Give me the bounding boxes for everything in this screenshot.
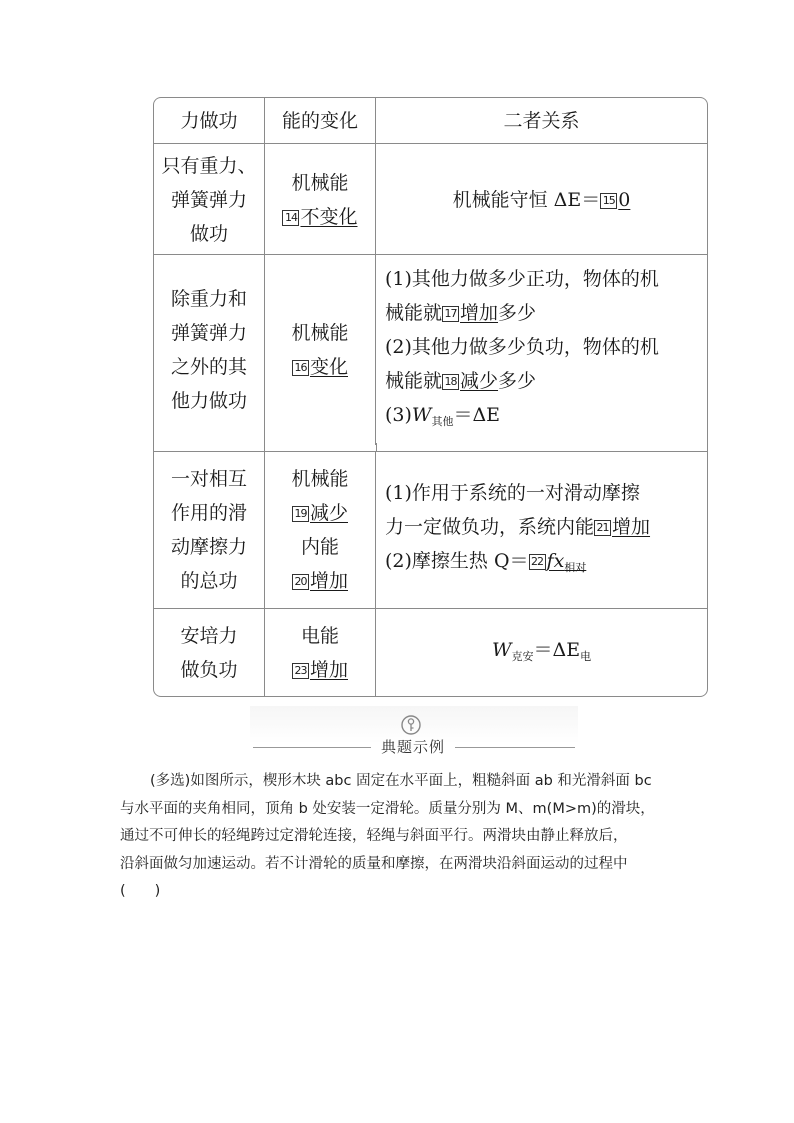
key-icon [400,714,422,736]
formula-variable: W [411,403,432,426]
answer-text: 增加 [460,301,499,324]
table-row [154,608,707,697]
header-relation: 二者关系 [503,109,580,132]
formula-subscript: 其他 [431,414,454,428]
energy-table-part-2 [153,451,708,697]
relation-text: 械能就 [385,369,443,392]
relation-text: (2)摩擦生热 Q＝ [385,549,529,572]
answer-blank [600,189,630,211]
answer-number: 20 [292,574,309,590]
formula-subscript: 克安 [511,649,534,663]
force-cell [154,452,265,608]
answer-text: 减少 [460,369,499,392]
relation-text: ＝ΔE [533,638,581,661]
problem-line: 沿斜面做匀加速运动。若不计滑轮的质量和摩擦，在两滑块沿斜面运动的过程中 [120,855,628,872]
answer-number: 19 [292,506,309,522]
problem-line: (多选)如图所示，楔形木块 abc 固定在水平面上，粗糙斜面 ab 和光滑斜面 bc [150,773,652,789]
energy-text: 电能 [300,625,339,647]
section-rule-right [455,747,575,748]
relation-cell [376,255,707,445]
energy-text: 内能 [300,536,339,558]
problem-line: ( ) [120,883,161,899]
energy-cell [265,255,376,445]
section-header [250,706,578,761]
answer-blank [282,206,357,228]
force-cell [154,144,265,255]
problem-line: 通过不可伸长的轻绳跨过定滑轮连接，轻绳与斜面平行。两滑块由静止释放后， [120,828,628,844]
formula-subscript: 相对 [564,560,587,574]
answer-blank [292,659,348,681]
formula-variable: W [491,638,512,661]
answer-number: 17 [442,306,459,322]
answer-blank [529,550,587,572]
force-text: 做负功 [180,659,238,681]
force-text: 弹簧弹力 [170,188,247,211]
force-text: 一对相互 [170,468,247,490]
relation-cell [376,452,707,608]
table-divider [707,443,708,451]
energy-table-part-1 [153,97,708,443]
answer-number: 16 [292,360,309,376]
energy-text: 机械能 [291,322,349,344]
relation-text: (3) [385,403,412,426]
answer-number: 18 [442,374,459,390]
relation-text: 机械能守恒 ΔE＝ [452,188,601,211]
energy-text: 机械能 [291,171,349,194]
relation-cell [376,144,707,255]
relation-text: (1)其他力做多少正功，物体的机 [385,267,659,290]
answer-text: 减少 [309,502,348,524]
relation-text: 力一定做负功，系统内能 [385,515,595,538]
answer-blank [292,570,348,592]
force-text: 之外的其 [170,356,247,378]
relation-text: 多少 [498,369,537,392]
force-text: 作用的滑 [170,502,247,524]
energy-cell [265,452,376,608]
relation-cell [376,609,707,697]
section-rule-left [253,747,371,748]
force-text: 做功 [189,222,228,245]
answer-text: 增加 [309,570,348,592]
answer-number: 21 [594,520,611,536]
section-title: 典题示例 [380,738,445,756]
answer-blank [292,502,348,524]
problem-line: 与水平面的夹角相同，顶角 b 处安装一定滑轮。质量分别为 M、m(M>m)的滑块， [120,800,655,817]
relation-text: (2)其他力做多少负功，物体的机 [385,335,659,358]
force-text: 安培力 [180,625,238,647]
force-text: 除重力和 [170,288,247,310]
force-text: 弹簧弹力 [170,322,247,344]
answer-number: 14 [282,210,299,226]
table-divider [376,443,377,451]
relation-text: ＝ΔE [453,403,501,426]
table-divider [153,443,154,451]
relation-text: 多少 [498,301,537,324]
answer-number: 23 [292,663,309,679]
answer-blank [292,356,348,378]
force-text: 只有重力、 [161,154,257,177]
table-row [154,452,707,608]
force-cell [154,255,265,445]
force-text: 的总功 [180,570,238,592]
table-header-row [154,98,707,143]
answer-blank [442,302,498,324]
table-row [154,143,707,255]
answer-text: 不变化 [300,205,358,228]
header-force: 力做功 [154,98,265,143]
formula-subscript: 电 [580,649,592,663]
table-divider [264,443,265,451]
answer-text: 增加 [309,659,348,681]
answer-number: 15 [600,193,617,209]
relation-text: (1)作用于系统的一对滑动摩擦 [385,481,640,504]
force-cell [154,609,265,697]
answer-text: 增加 [612,515,651,538]
problem-text [120,768,680,906]
energy-cell [265,609,376,697]
energy-text: 机械能 [291,468,349,490]
answer-blank [594,516,650,538]
force-text: 动摩擦力 [170,536,247,558]
table-row [154,254,707,445]
answer-blank [442,370,498,392]
relation-text: 械能就 [385,301,443,324]
answer-number: 22 [529,554,546,570]
answer-text: 0 [618,188,631,211]
answer-text: 变化 [309,356,348,378]
energy-cell [265,144,376,255]
header-energy-change: 能的变化 [265,98,376,143]
formula-variable: fx [546,549,565,572]
force-text: 他力做功 [170,390,247,412]
